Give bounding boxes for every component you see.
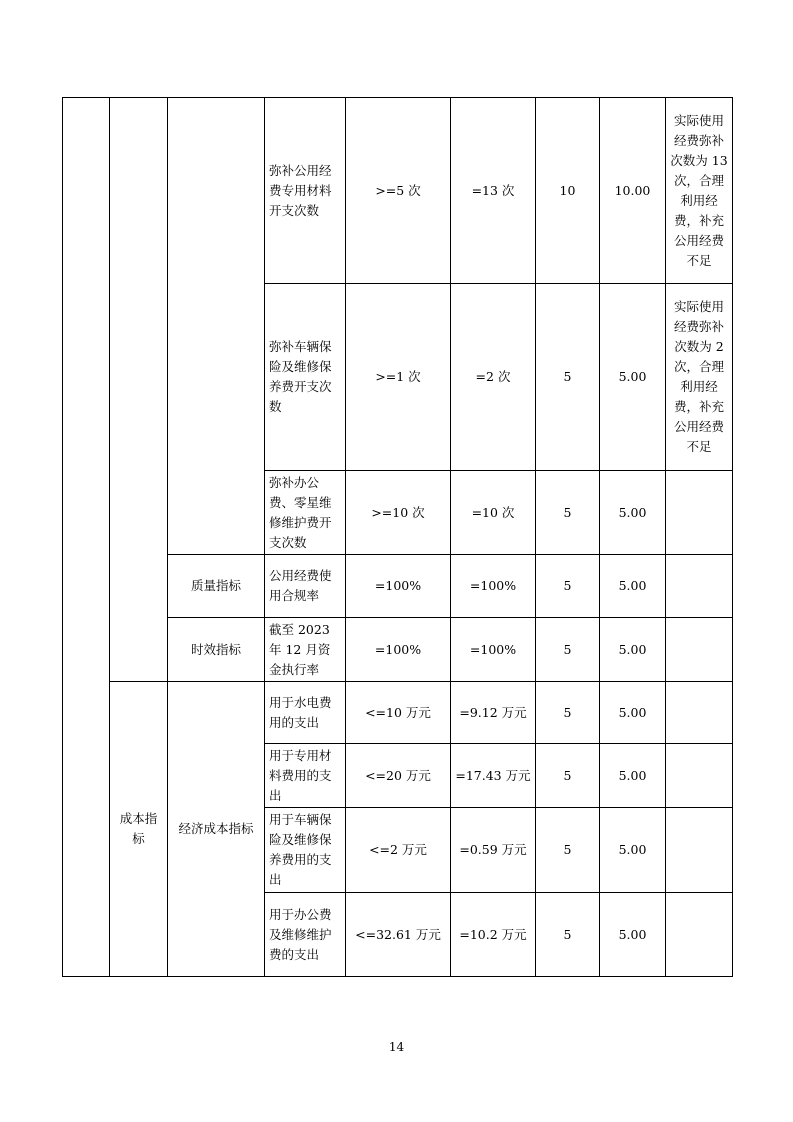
weight-value: 5 xyxy=(536,284,600,471)
actual-value: =17.43 万元 xyxy=(451,744,536,808)
weight-value: 5 xyxy=(536,808,600,893)
score-value: 5.00 xyxy=(600,555,666,618)
weight-value: 10 xyxy=(536,98,600,284)
timeliness-indicator-label: 时效指标 xyxy=(168,618,265,682)
performance-table xyxy=(62,97,733,977)
target-value: =100% xyxy=(346,555,451,618)
indicator-name: 用于车辆保险及维修保养费用的支出 xyxy=(265,808,346,893)
economic-cost-indicator-label: 经济成本指标 xyxy=(168,682,265,977)
actual-value: =13 次 xyxy=(451,98,536,284)
page-number: 14 xyxy=(388,1040,405,1054)
table-row xyxy=(63,98,733,284)
score-value: 5.00 xyxy=(600,893,666,977)
note-text xyxy=(666,471,733,555)
score-value: 10.00 xyxy=(600,98,666,284)
actual-value: =100% xyxy=(451,618,536,682)
indicator-name: 弥补办公费、零星维修维护费开支次数 xyxy=(265,471,346,555)
blank-cell-col2 xyxy=(110,98,168,682)
note-text xyxy=(666,618,733,682)
weight-value: 5 xyxy=(536,555,600,618)
actual-value: =0.59 万元 xyxy=(451,808,536,893)
target-value: =100% xyxy=(346,618,451,682)
target-value: >=1 次 xyxy=(346,284,451,471)
note-text xyxy=(666,744,733,808)
target-value: <=10 万元 xyxy=(346,682,451,744)
note-text: 实际使用经费弥补次数为 13 次，合理利用经费，补充公用经费不足 xyxy=(666,98,733,284)
weight-value: 5 xyxy=(536,682,600,744)
blank-cell-col3 xyxy=(168,98,265,555)
target-value: >=5 次 xyxy=(346,98,451,284)
actual-value: =9.12 万元 xyxy=(451,682,536,744)
score-value: 5.00 xyxy=(600,808,666,893)
indicator-name: 用于专用材料费用的支出 xyxy=(265,744,346,808)
note-text: 实际使用经费弥补次数为 2 次，合理利用经费，补充公用经费不足 xyxy=(666,284,733,471)
blank-cell-col1 xyxy=(63,98,110,977)
indicator-name: 用于办公费及维修维护费的支出 xyxy=(265,893,346,977)
target-value: <=20 万元 xyxy=(346,744,451,808)
target-value: >=10 次 xyxy=(346,471,451,555)
actual-value: =2 次 xyxy=(451,284,536,471)
note-text xyxy=(666,555,733,618)
score-value: 5.00 xyxy=(600,744,666,808)
weight-value: 5 xyxy=(536,618,600,682)
indicator-name: 用于水电费用的支出 xyxy=(265,682,346,744)
cost-indicator-label: 成本指标 xyxy=(110,682,168,977)
score-value: 5.00 xyxy=(600,682,666,744)
actual-value: =10.2 万元 xyxy=(451,893,536,977)
note-text xyxy=(666,682,733,744)
indicator-name: 截至 2023 年 12 月资金执行率 xyxy=(265,618,346,682)
score-value: 5.00 xyxy=(600,284,666,471)
quality-indicator-label: 质量指标 xyxy=(168,555,265,618)
actual-value: =100% xyxy=(451,555,536,618)
indicator-name: 公用经费使用合规率 xyxy=(265,555,346,618)
actual-value: =10 次 xyxy=(451,471,536,555)
weight-value: 5 xyxy=(536,893,600,977)
note-text xyxy=(666,808,733,893)
weight-value: 5 xyxy=(536,744,600,808)
indicator-name: 弥补公用经费专用材料开支次数 xyxy=(265,98,346,284)
score-value: 5.00 xyxy=(600,471,666,555)
score-value: 5.00 xyxy=(600,618,666,682)
target-value: <=2 万元 xyxy=(346,808,451,893)
weight-value: 5 xyxy=(536,471,600,555)
target-value: <=32.61 万元 xyxy=(346,893,451,977)
table-row xyxy=(63,682,733,744)
note-text xyxy=(666,893,733,977)
indicator-name: 弥补车辆保险及维修保养费开支次数 xyxy=(265,284,346,471)
